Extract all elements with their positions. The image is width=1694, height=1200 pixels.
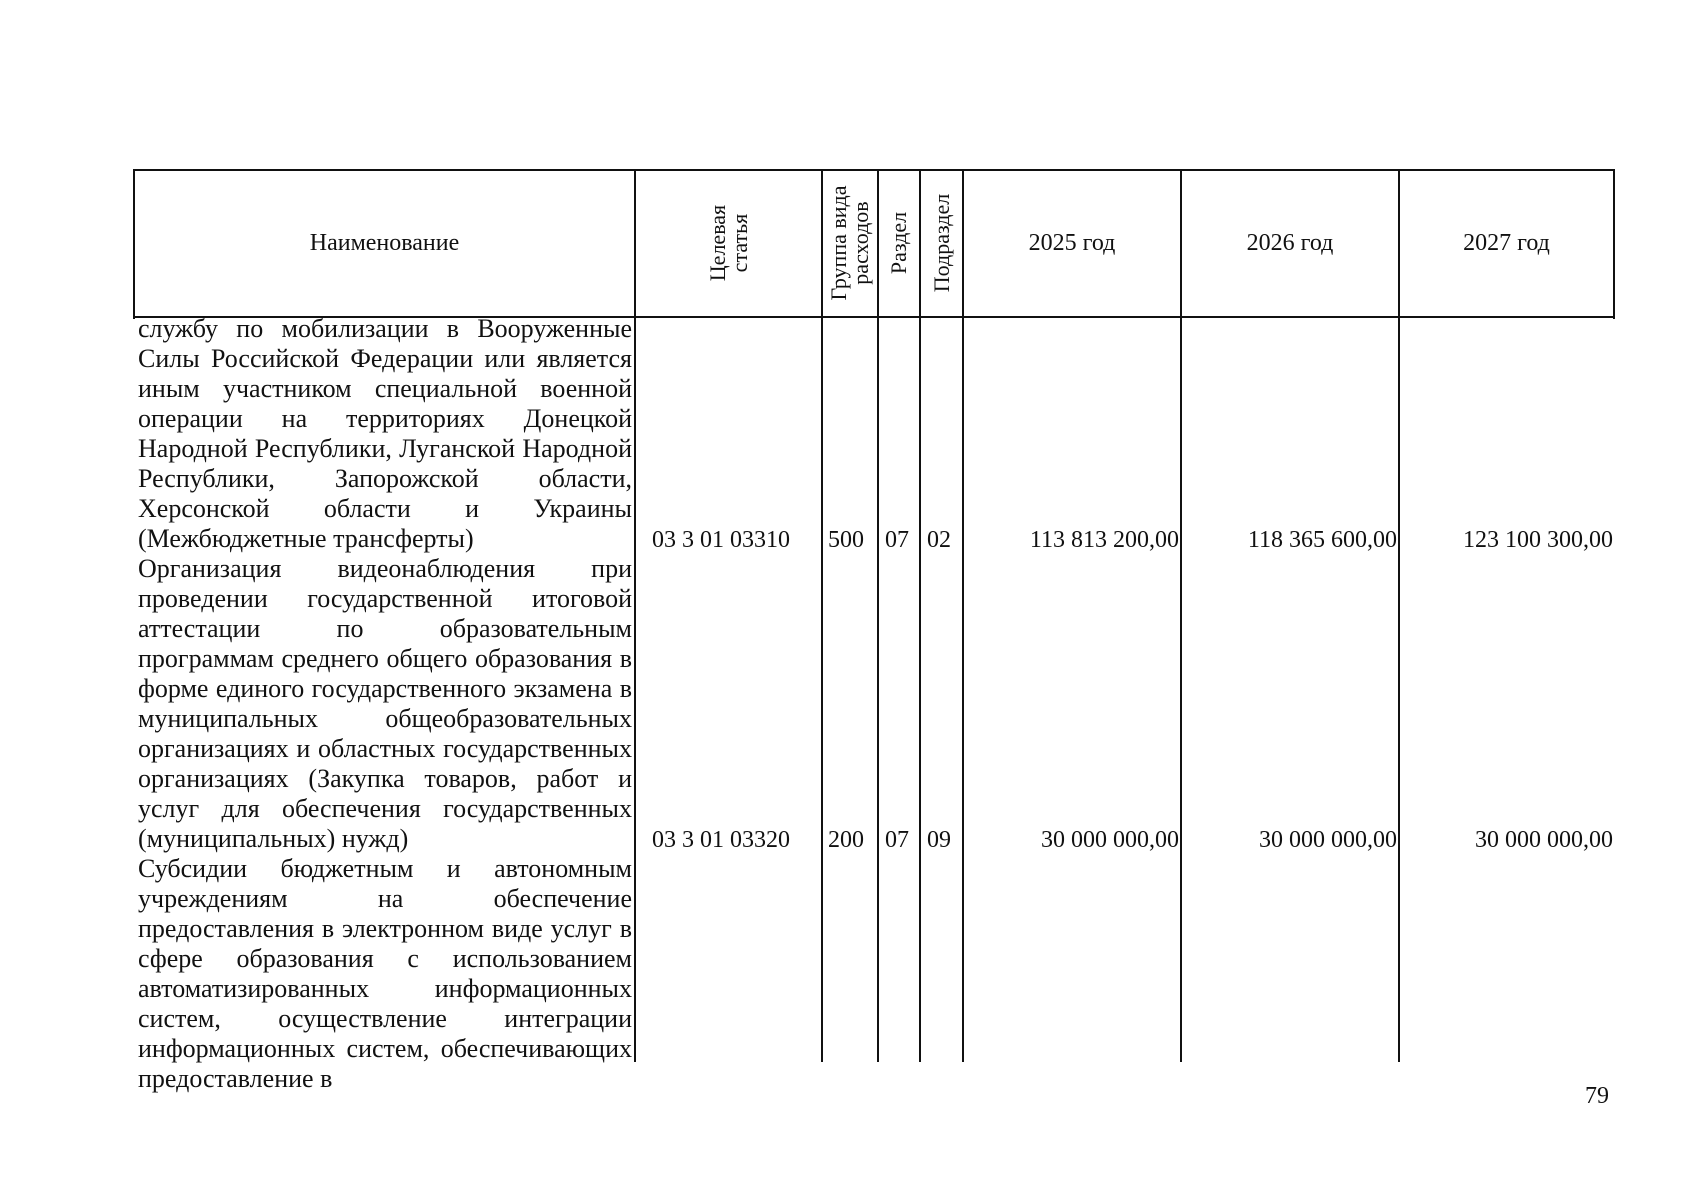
header-name-cell [135, 169, 634, 317]
row-subsection: 02 [927, 527, 951, 553]
row-amount-2026: 30 000 000,00 [1259, 827, 1397, 853]
row-section: 07 [885, 827, 909, 853]
row-subsection: 09 [927, 827, 951, 853]
row-section: 07 [885, 527, 909, 553]
row-amount-2025: 30 000 000,00 [1041, 827, 1179, 853]
header-expense-group: Группа вида расходов [826, 185, 873, 301]
header-expense-group-cell [823, 169, 877, 317]
header-year-2025-cell [964, 169, 1180, 317]
header-section: Раздел [886, 211, 911, 275]
row-expense-group: 200 [828, 827, 864, 853]
row-amount-2025: 113 813 200,00 [1029, 527, 1179, 553]
header-subsection: Подраздел [928, 193, 954, 293]
header-section-cell [879, 169, 919, 317]
header-year-2027-cell [1400, 169, 1613, 317]
row-amount-2026: 118 365 600,00 [1247, 527, 1397, 553]
header-year-2026-cell [1182, 169, 1398, 317]
header-target-article-cell [636, 169, 821, 317]
row-amount-2027: 123 100 300,00 [1463, 527, 1613, 553]
description-paragraph: Субсидии бюджетным и автономным учреждениям на обеспечение предоставления в электронном виде услуг в сфере образования с использованием автоматизированных информационных систем, осуществление интеграции информационных систем, обеспечивающих предоставление в [138, 854, 632, 1093]
header-year-2026: 2026 год [1246, 229, 1334, 256]
header-target-article: Целевая статья [704, 204, 752, 282]
header-name: Наименование [309, 229, 460, 256]
header-year-2025: 2025 год [1028, 229, 1116, 256]
row-expense-group: 500 [828, 527, 864, 553]
page-number: 79 [1585, 1083, 1609, 1109]
description-paragraph: службу по мобилизации в Вооруженные Силы Российской Федерации или является иным участником специальной военной операции на территориях Донецкой Народной Республики, Луганской Народной Республики, Запорожской области, Херсонской области и Украины (Межбюджетные трансферты) [138, 314, 632, 553]
row-target-article: 03 3 01 03320 [652, 827, 790, 853]
description-paragraph: Организация видеонаблюдения при проведении государственной итоговой аттестации по образовательным программам среднего общего образования в форме единого государственного экзамена в муниципальных общеобразовательных организациях и областных государственных организациях (Закупка товаров, работ и услуг для обеспечения государственных (муниципальных) нужд) [138, 554, 632, 853]
table-right-border [1613, 169, 1615, 319]
row-target-article: 03 3 01 03310 [652, 527, 790, 553]
header-subsection-cell [921, 169, 962, 317]
row-amount-2027: 30 000 000,00 [1475, 827, 1613, 853]
header-year-2027: 2027 год [1463, 229, 1550, 256]
description-column [138, 314, 632, 1094]
